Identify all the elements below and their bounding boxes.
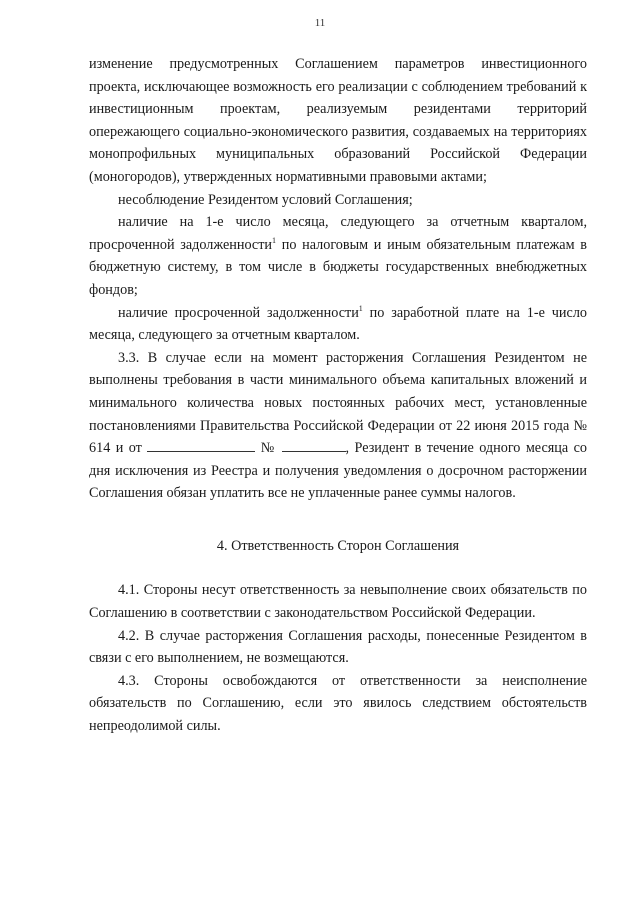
paragraph-tax-debt-text-a: наличие на 1-е число месяца, следующего за отчетным кварталом, просроченной задолженности [89, 214, 587, 253]
paragraph-3-3-text-a: 3.3. В случае если на момент расторжения Соглашения Резидентом не выполнены требования в части минимального объема капитальных вложений и минимального количества новых постоянных рабочих мест, установленные постановлениями Правительства Российской Федерации от 22 июня 2015 года № 614 и от [89, 349, 587, 457]
paragraph-3-3-text-c: , Резидент в течение одного месяца со дня исключения из Реестра и получения уведомления о досрочном расторжении Соглашения обязан уплатить все не уплаченные ранее суммы налогов. [89, 440, 587, 502]
paragraph-tax-debt-text-b: по налоговым и иным обязательным платежам в бюджетную систему, в том числе в бюджеты государственных внебюджетных фондов; [89, 236, 587, 298]
paragraph-non-compliance: несоблюдение Резидентом условий Соглашения; [118, 191, 413, 208]
paragraph-tax-debt [89, 211, 587, 301]
paragraph-3-3 [89, 347, 587, 505]
blank-number-field [282, 439, 346, 452]
document-body [89, 53, 587, 738]
paragraph-salary-debt-text-b: по заработной плате на 1-е число месяца, следующего за отчетным кварталом. [89, 304, 587, 344]
paragraph-4-2: 4.2. В случае расторжения Соглашения расходы, понесенные Резидентом в связи с его выполнением, не возмещаются. [89, 627, 587, 667]
paragraph-investment-change: изменение предусмотренных Соглашением параметров инвестиционного проекта, исключающее возможность его реализации с соблюдением требований к инвестиционным проектам, реализуемым резидентами территорий опережающего социально-экономического развития, создаваемых на территориях монопрофильных муниципальных образований Российской Федерации (моногородов), утвержденных нормативными правовыми актами; [89, 56, 587, 185]
paragraph-salary-debt-text-a: наличие просроченной задолженности [118, 304, 359, 321]
paragraph-3-3-text-b: № [255, 440, 282, 457]
paragraph-4-3: 4.3. Стороны освобождаются от ответственности за неисполнение обязательств по Соглашению, если это явилось следствием обстоятельств непреодолимой силы. [89, 672, 587, 735]
footnote-marker: 1 [272, 235, 277, 245]
paragraph-4-1: 4.1. Стороны несут ответственность за невыполнение своих обязательств по Соглашению в соответствии с законодательством Российской Федерации. [89, 582, 587, 622]
paragraph-salary-debt [89, 302, 587, 347]
blank-date-field [147, 439, 255, 452]
footnote-marker: 1 [358, 303, 363, 313]
section-heading: 4. Ответственность Сторон Соглашения [216, 537, 460, 554]
page-number: 11 [314, 17, 326, 29]
